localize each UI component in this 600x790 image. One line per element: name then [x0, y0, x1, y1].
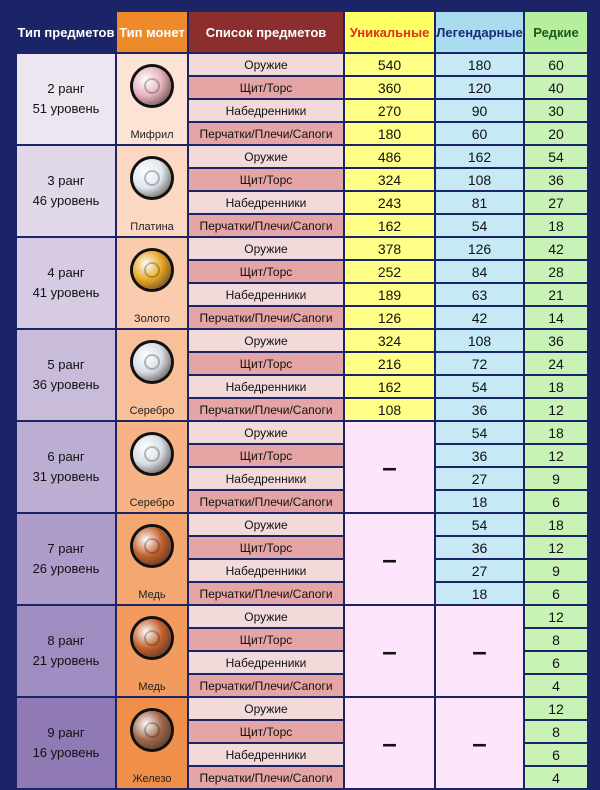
rank-cell — [17, 698, 115, 788]
coin-wrapper — [117, 55, 187, 143]
rank-label: 6 ранг — [47, 449, 85, 464]
legendary-value: 60 — [436, 123, 523, 144]
table-row — [17, 330, 587, 351]
unique-value: 216 — [345, 353, 434, 374]
rare-value: 30 — [525, 100, 587, 121]
coin-wrapper — [117, 239, 187, 327]
item-name: Набедренники — [189, 744, 343, 765]
item-name: Щит/Торс — [189, 169, 343, 190]
coin-cell — [117, 54, 187, 144]
coin-name: Серебро — [129, 497, 175, 509]
level-label: 36 уровень — [32, 377, 100, 392]
rank-label: 3 ранг — [47, 173, 85, 188]
unique-value: 378 — [345, 238, 434, 259]
item-name: Набедренники — [189, 652, 343, 673]
item-name: Перчатки/Плечи/Сапоги — [189, 215, 343, 236]
item-name: Перчатки/Плечи/Сапоги — [189, 767, 343, 788]
rank-cell — [17, 330, 115, 420]
table-row — [17, 54, 587, 75]
coin-icon — [133, 435, 171, 473]
rank-cell — [17, 238, 115, 328]
level-label: 31 уровень — [32, 469, 100, 484]
item-name: Набедренники — [189, 284, 343, 305]
item-name: Перчатки/Плечи/Сапоги — [189, 583, 343, 604]
legendary-value: 54 — [436, 422, 523, 443]
coin-name: Мифрил — [130, 129, 174, 141]
legendary-value: 162 — [436, 146, 523, 167]
coin-wrapper — [117, 699, 187, 787]
unique-value: 252 — [345, 261, 434, 282]
rare-value: 18 — [525, 514, 587, 535]
legendary-value: 108 — [436, 330, 523, 351]
coin-name: Серебро — [129, 405, 175, 417]
legendary-value: 18 — [436, 491, 523, 512]
item-name: Оружие — [189, 146, 343, 167]
legendary-dash: – — [436, 698, 523, 788]
header-list: Список предметов — [189, 12, 343, 52]
rank-cell — [17, 514, 115, 604]
item-name: Набедренники — [189, 100, 343, 121]
item-name: Оружие — [189, 698, 343, 719]
legendary-value: 27 — [436, 560, 523, 581]
unique-value: 324 — [345, 169, 434, 190]
legendary-value: 126 — [436, 238, 523, 259]
rare-value: 14 — [525, 307, 587, 328]
level-label: 41 уровень — [32, 285, 100, 300]
table-row — [17, 606, 587, 627]
item-name: Оружие — [189, 606, 343, 627]
item-name: Щит/Торс — [189, 261, 343, 282]
coin-wrapper — [117, 607, 187, 695]
coin-name: Платина — [130, 221, 174, 233]
coin-cell — [117, 146, 187, 236]
coin-icon — [133, 343, 171, 381]
rank-label: 4 ранг — [47, 265, 85, 280]
coin-cell — [117, 330, 187, 420]
legendary-value: 18 — [436, 583, 523, 604]
item-name: Оружие — [189, 422, 343, 443]
legendary-value: 54 — [436, 215, 523, 236]
coin-name: Медь — [138, 589, 166, 601]
coin-icon — [133, 251, 171, 289]
coin-cell — [117, 606, 187, 696]
item-name: Перчатки/Плечи/Сапоги — [189, 491, 343, 512]
coin-name: Золото — [134, 313, 170, 325]
rare-value: 18 — [525, 215, 587, 236]
rare-value: 6 — [525, 744, 587, 765]
rare-value: 4 — [525, 675, 587, 696]
rank-cell — [17, 422, 115, 512]
coin-cell — [117, 422, 187, 512]
coin-icon — [133, 159, 171, 197]
level-label: 21 уровень — [32, 653, 100, 668]
rank-cell — [17, 54, 115, 144]
rare-value: 12 — [525, 399, 587, 420]
rare-value: 8 — [525, 721, 587, 742]
rare-value: 36 — [525, 330, 587, 351]
unique-value: 108 — [345, 399, 434, 420]
rare-value: 6 — [525, 491, 587, 512]
unique-dash: – — [345, 698, 434, 788]
rare-value: 21 — [525, 284, 587, 305]
item-name: Набедренники — [189, 560, 343, 581]
coin-cell — [117, 514, 187, 604]
legendary-value: 36 — [436, 399, 523, 420]
legendary-value: 36 — [436, 445, 523, 466]
legendary-value: 27 — [436, 468, 523, 489]
legendary-value: 42 — [436, 307, 523, 328]
rare-value: 24 — [525, 353, 587, 374]
header-unique: Уникальные — [345, 12, 434, 52]
item-name: Щит/Торс — [189, 77, 343, 98]
item-name: Оружие — [189, 330, 343, 351]
item-name: Перчатки/Плечи/Сапоги — [189, 307, 343, 328]
header-legendary: Легендарные — [436, 12, 523, 52]
unique-dash: – — [345, 422, 434, 512]
item-name: Щит/Торс — [189, 629, 343, 650]
rank-label: 2 ранг — [47, 81, 85, 96]
legendary-value: 180 — [436, 54, 523, 75]
rank-label: 5 ранг — [47, 357, 85, 372]
unique-value: 126 — [345, 307, 434, 328]
level-label: 26 уровень — [32, 561, 100, 576]
coin-wrapper — [117, 515, 187, 603]
item-name: Щит/Торс — [189, 353, 343, 374]
rare-value: 12 — [525, 698, 587, 719]
unique-value: 540 — [345, 54, 434, 75]
item-name: Перчатки/Плечи/Сапоги — [189, 399, 343, 420]
rare-value: 20 — [525, 123, 587, 144]
rare-value: 18 — [525, 422, 587, 443]
rare-value: 12 — [525, 606, 587, 627]
coin-name: Железо — [132, 773, 172, 785]
rank-label: 7 ранг — [47, 541, 85, 556]
header-coin: Тип монет — [117, 12, 187, 52]
rare-value: 60 — [525, 54, 587, 75]
rare-value: 28 — [525, 261, 587, 282]
item-name: Щит/Торс — [189, 721, 343, 742]
rare-value: 42 — [525, 238, 587, 259]
rare-value: 8 — [525, 629, 587, 650]
header-rare: Редкие — [525, 12, 587, 52]
coin-cell — [117, 698, 187, 788]
coin-wrapper — [117, 423, 187, 511]
coin-icon — [133, 67, 171, 105]
coin-icon — [133, 711, 171, 749]
unique-value: 324 — [345, 330, 434, 351]
legendary-value: 54 — [436, 376, 523, 397]
unique-value: 180 — [345, 123, 434, 144]
coin-wrapper — [117, 147, 187, 235]
legendary-value: 120 — [436, 77, 523, 98]
rare-value: 36 — [525, 169, 587, 190]
table-row — [17, 514, 587, 535]
rare-value: 12 — [525, 537, 587, 558]
rare-value: 54 — [525, 146, 587, 167]
unique-value: 189 — [345, 284, 434, 305]
rare-value: 18 — [525, 376, 587, 397]
item-name: Оружие — [189, 514, 343, 535]
legendary-value: 36 — [436, 537, 523, 558]
unique-dash: – — [345, 514, 434, 604]
table-row — [17, 422, 587, 443]
rare-value: 9 — [525, 468, 587, 489]
rare-value: 4 — [525, 767, 587, 788]
unique-value: 162 — [345, 376, 434, 397]
legendary-value: 84 — [436, 261, 523, 282]
rank-cell — [17, 146, 115, 236]
rare-value: 12 — [525, 445, 587, 466]
legendary-value: 81 — [436, 192, 523, 213]
rare-value: 9 — [525, 560, 587, 581]
coin-cell — [117, 238, 187, 328]
legendary-dash: – — [436, 606, 523, 696]
rewards-table — [15, 10, 589, 790]
item-name: Перчатки/Плечи/Сапоги — [189, 123, 343, 144]
legendary-value: 108 — [436, 169, 523, 190]
rare-value: 6 — [525, 583, 587, 604]
rank-label: 8 ранг — [47, 633, 85, 648]
item-name: Перчатки/Плечи/Сапоги — [189, 675, 343, 696]
unique-value: 243 — [345, 192, 434, 213]
item-name: Оружие — [189, 54, 343, 75]
rare-value: 27 — [525, 192, 587, 213]
legendary-value: 54 — [436, 514, 523, 535]
header-type: Тип предметов — [17, 12, 115, 52]
legendary-value: 63 — [436, 284, 523, 305]
rank-label: 9 ранг — [47, 725, 85, 740]
table-body — [17, 54, 587, 788]
rank-cell — [17, 606, 115, 696]
table-row — [17, 698, 587, 719]
level-label: 16 уровень — [32, 745, 100, 760]
header-row — [17, 12, 587, 52]
unique-dash: – — [345, 606, 434, 696]
coin-wrapper — [117, 331, 187, 419]
item-name: Оружие — [189, 238, 343, 259]
item-name: Щит/Торс — [189, 537, 343, 558]
unique-value: 270 — [345, 100, 434, 121]
rare-value: 6 — [525, 652, 587, 673]
coin-icon — [133, 527, 171, 565]
legendary-value: 90 — [436, 100, 523, 121]
unique-value: 162 — [345, 215, 434, 236]
rare-value: 40 — [525, 77, 587, 98]
unique-value: 360 — [345, 77, 434, 98]
level-label: 46 уровень — [32, 193, 100, 208]
item-name: Набедренники — [189, 468, 343, 489]
item-name: Набедренники — [189, 192, 343, 213]
table-row — [17, 238, 587, 259]
rewards-table-frame — [15, 10, 585, 786]
item-name: Набедренники — [189, 376, 343, 397]
unique-value: 486 — [345, 146, 434, 167]
level-label: 51 уровень — [32, 101, 100, 116]
coin-icon — [133, 619, 171, 657]
item-name: Щит/Торс — [189, 445, 343, 466]
legendary-value: 72 — [436, 353, 523, 374]
coin-name: Медь — [138, 681, 166, 693]
table-row — [17, 146, 587, 167]
